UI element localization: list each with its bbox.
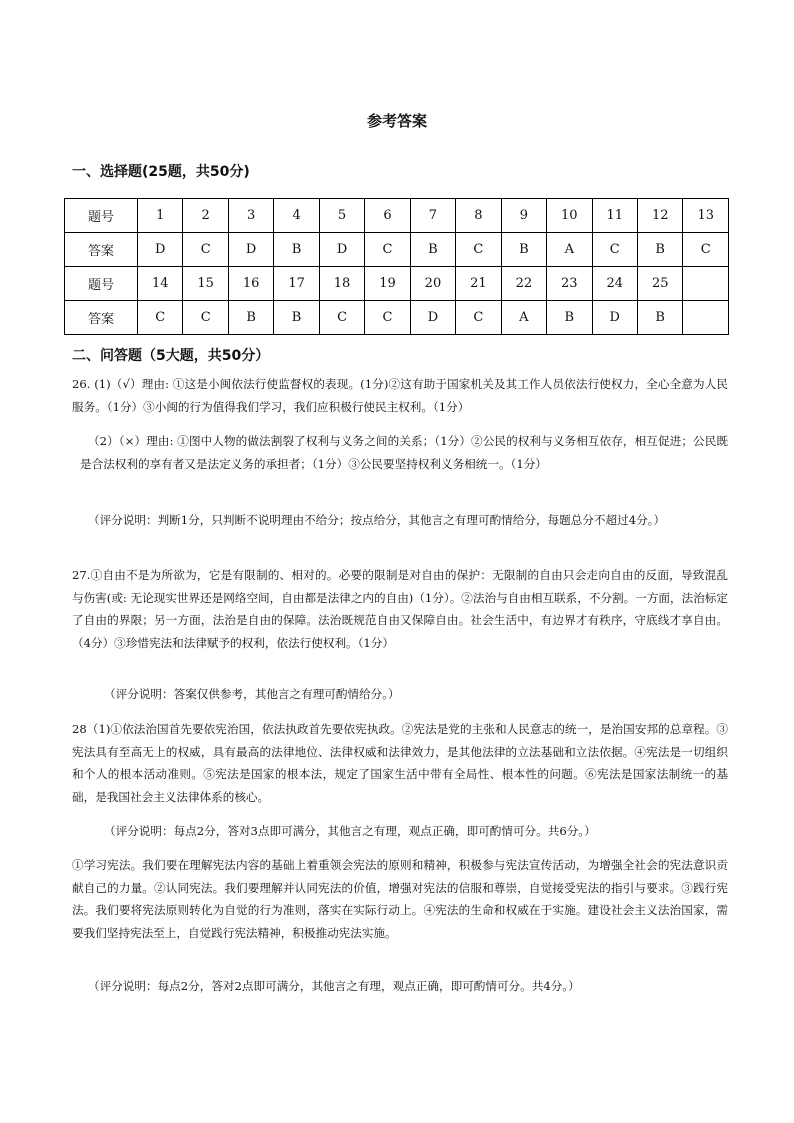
answer-cell: C <box>183 233 228 267</box>
question-number-cell: 11 <box>592 199 637 233</box>
question-number-cell: 15 <box>183 267 228 301</box>
table-row <box>65 199 729 233</box>
answer-cell: B <box>637 301 682 335</box>
answer-cell: C <box>456 233 501 267</box>
answer-cell <box>683 301 729 335</box>
question-number-cell: 3 <box>228 199 273 233</box>
question-number-cell: 12 <box>637 199 682 233</box>
answer-cell: D <box>228 233 273 267</box>
question-number-cell: 6 <box>365 199 410 233</box>
question-number-cell: 23 <box>547 267 592 301</box>
question-number-cell: 20 <box>410 267 455 301</box>
answer-cell: C <box>138 301 183 335</box>
question-number-cell: 9 <box>501 199 546 233</box>
answer-cell: D <box>410 301 455 335</box>
answer-26-1: 26. (1)（√）理由: ①这是小闽依法行使监督权的表现。(1分)②这有助于国家机关及其工作人员依法行使权力，全心全意为人民服务。（1分）③小闽的行为值得我们学习，我们应积极行使民主权利。（1分） <box>72 377 728 414</box>
question-number-cell: 22 <box>501 267 546 301</box>
question-number-cell: 16 <box>228 267 273 301</box>
answer-cell: D <box>138 233 183 267</box>
answer-cell: A <box>547 233 592 267</box>
answer-cell: B <box>274 301 319 335</box>
answer-cell: B <box>547 301 592 335</box>
section-heading-choice: 一、选择题(25题，共50分) <box>72 164 250 180</box>
answer-cell: B <box>637 233 682 267</box>
answer-cell: B <box>501 233 546 267</box>
answer-cell: B <box>410 233 455 267</box>
scoring-note-28-1: （评分说明：每点2分，答对3点即可满分，其他言之有理，观点正确，即可酌情可分。共6分。） <box>104 824 596 838</box>
answer-cell: D <box>592 301 637 335</box>
table-row <box>65 233 729 267</box>
answer-27: 27.①自由不是为所欲为，它是有限制的、相对的。必要的限制是对自由的保护：无限制的自由只会走向自由的反面，导致混乱与伤害(或: 无论现实世界还是网络空间，自由都是法律之内的自由)（1分）。②法治与自由相互联系，不分割。一方面，法治标定了自由的界限；另一方面，法治是自由的保障。法治既规范自由又保障自由。社会生活中，有边界才有秩序，守底线才享自由。（4分）③珍惜宪法和法律赋予的权利，依法行使权利。（1分） <box>72 568 728 650</box>
question-number-cell: 8 <box>456 199 501 233</box>
table-row <box>65 301 729 335</box>
answer-cell: A <box>501 301 546 335</box>
question-number-cell <box>683 267 729 301</box>
answer-28-1: 28（1)①依法治国首先要依宪治国，依法执政首先要依宪执政。②宪法是党的主张和人民意志的统一，是治国安邦的总章程。③宪法具有至高无上的权威，具有最高的法律地位、法律权威和法律效力，是其他法律的立法基础和立法依据。④宪法是一切组织和个人的根本活动准则。⑤宪法是国家的根本法，规定了国家生活中带有全局性、根本性的问题。⑥宪法是国家法制统一的基础，是我国社会主义法律体系的核心。 <box>72 722 728 804</box>
question-number-cell: 4 <box>274 199 319 233</box>
scoring-note-26: （评分说明：判断1分，只判断不说明理由不给分；按点给分，其他言之有理可酌情给分，每题总分不超过4分。） <box>88 513 666 527</box>
answer-cell: C <box>319 301 364 335</box>
table-row <box>65 267 729 301</box>
question-number-cell: 2 <box>183 199 228 233</box>
question-number-cell: 25 <box>637 267 682 301</box>
row-label: 答案 <box>65 233 138 267</box>
question-number-cell: 14 <box>138 267 183 301</box>
row-label: 答案 <box>65 301 138 335</box>
question-number-cell: 7 <box>410 199 455 233</box>
row-label: 题号 <box>65 199 138 233</box>
answer-cell: C <box>456 301 501 335</box>
question-number-cell: 10 <box>547 199 592 233</box>
question-number-cell: 17 <box>274 267 319 301</box>
answer-cell: C <box>183 301 228 335</box>
answer-cell: C <box>365 233 410 267</box>
answer-cell: B <box>274 233 319 267</box>
answer-cell: C <box>365 301 410 335</box>
question-number-cell: 21 <box>456 267 501 301</box>
question-number-cell: 18 <box>319 267 364 301</box>
scoring-note-28-2: （评分说明：每点2分，答对2点即可满分，其他言之有理，观点正确，即可酌情可分。共4分。） <box>88 979 580 993</box>
page-title: 参考答案 <box>366 112 427 130</box>
question-number-cell: 24 <box>592 267 637 301</box>
question-number-cell: 19 <box>365 267 410 301</box>
answer-table <box>64 198 729 335</box>
row-label: 题号 <box>65 267 138 301</box>
answer-cell: C <box>683 233 729 267</box>
answer-cell: D <box>319 233 364 267</box>
scoring-note-27: （评分说明：答案仅供参考，其他言之有理可酌情给分。） <box>104 687 400 701</box>
answer-cell: C <box>592 233 637 267</box>
answer-26-2: （2）（×）理由: ①图中人物的做法割裂了权利与义务之间的关系；（1分）②公民的权利与义务相互依存，相互促进；公民既是合法权利的享有者又是法定义务的承担者；（1分）③公民要坚持权利义务相统一。（1分） <box>80 434 728 471</box>
question-number-cell: 5 <box>319 199 364 233</box>
answer-cell: B <box>228 301 273 335</box>
question-number-cell: 1 <box>138 199 183 233</box>
question-number-cell: 13 <box>683 199 729 233</box>
section-heading-qa: 二、问答题（5大题，共50分） <box>72 348 270 364</box>
answer-28-2: ①学习宪法。我们要在理解宪法内容的基础上着重领会宪法的原则和精神，积极参与宪法宣传活动，为增强全社会的宪法意识贡献自己的力量。②认同宪法。我们要理解并认同宪法的价值，增强对宪法的信服和尊崇，自觉接受宪法的指引与要求。③践行宪法。我们要将宪法原则转化为自觉的行为准则，落实在实际行动上。④宪法的生命和权威在于实施。建设社会主义法治国家，需要我们坚持宪法至上，自觉践行宪法精神，积极推动宪法实施。 <box>72 858 728 940</box>
